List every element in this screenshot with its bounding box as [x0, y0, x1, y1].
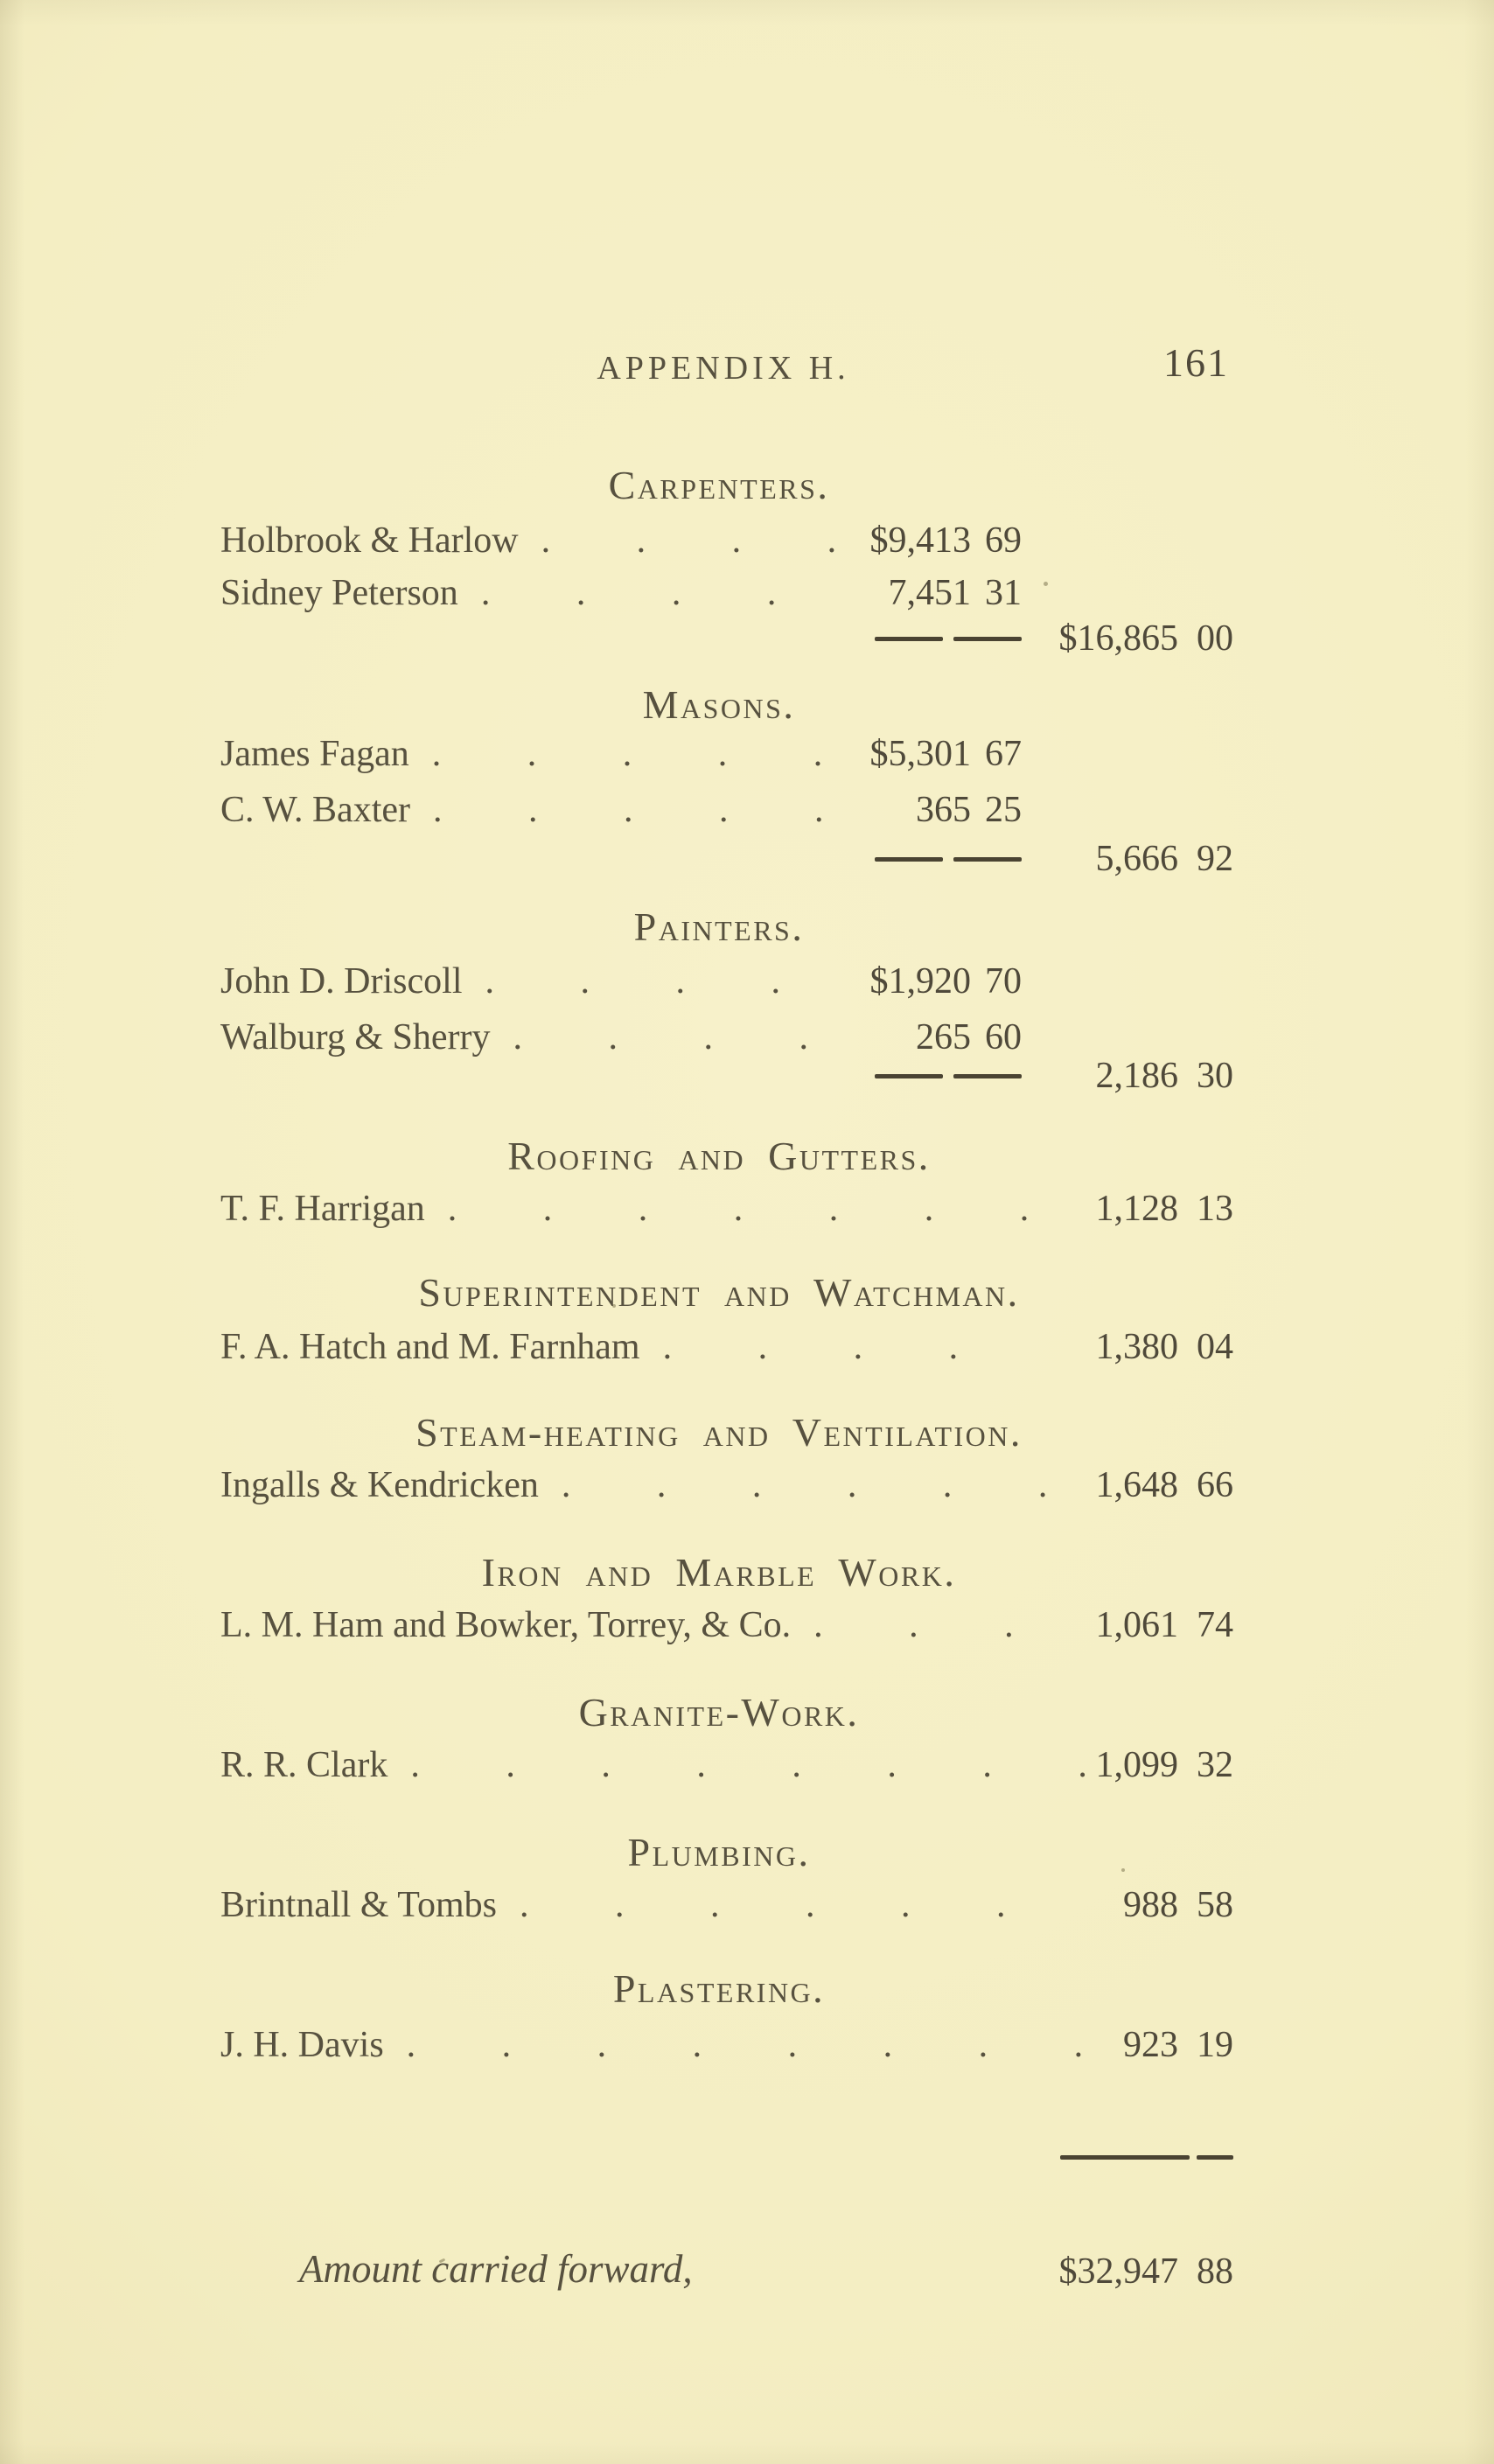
section-heading-painters: Painters. [633, 904, 805, 949]
subtotal-dollars: $16,865 [1058, 618, 1178, 659]
leader-dots: . . . . . [433, 790, 824, 830]
amount-cents: 70 [985, 961, 1022, 1002]
section-heading-iron-marble: Iron and Marble Work. [481, 1550, 957, 1595]
paper-speck [612, 1304, 616, 1308]
leader-dots: . . . . . . [561, 1465, 1048, 1505]
leader-dots: . . . . [480, 573, 777, 613]
carried-forward-label: Amount carried forward, [299, 2247, 693, 2291]
ledger-row [0, 1329, 1494, 1365]
section-heading-roofing: Roofing and Gutters. [507, 1134, 931, 1178]
amount-dollars: 1,099 [1095, 1745, 1178, 1785]
leader-dots: . . . . . . . . [406, 2025, 1084, 2065]
amount-dollars: 7,451 [888, 573, 971, 613]
amount-cents: 74 [1197, 1605, 1233, 1645]
subtotal-dollars: 5,666 [1095, 839, 1178, 879]
leader-dots: . . . . [662, 1327, 959, 1367]
ledger-row [0, 1190, 1494, 1227]
ledger-row [0, 1607, 1494, 1644]
section-heading-masons: Masons. [642, 682, 796, 727]
leader-dots: . . . [813, 1605, 1014, 1645]
ledger-row [0, 2027, 1494, 2063]
amount-cents: 32 [1197, 1745, 1233, 1785]
amount-cents: 58 [1197, 1885, 1233, 1925]
ledger-row [0, 1467, 1494, 1504]
payee-name: F. A. Hatch and M. Farnham [220, 1327, 640, 1367]
payee-name: Walburg & Sherry [220, 1017, 491, 1057]
leader-dots: . . . . [541, 520, 837, 561]
amount-cents: 67 [985, 734, 1022, 774]
payee-name: Ingalls & Kendricken [220, 1465, 539, 1505]
total-rule [1197, 2155, 1233, 2160]
subtotal-cents: 00 [1197, 618, 1233, 659]
amount-dollars: 923 [1123, 2025, 1178, 2065]
amount-dollars: $5,301 [869, 734, 971, 774]
paper-speck [1121, 1868, 1125, 1872]
amount-cents: 19 [1197, 2025, 1233, 2065]
amount-dollars: 1,061 [1095, 1605, 1178, 1645]
payee-name: J. H. Davis [220, 2025, 384, 2065]
ledger-row [0, 963, 1494, 1000]
carried-forward-row [0, 2247, 1494, 2292]
ledger-row [0, 1887, 1494, 1923]
payee-name: Brintnall & Tombs [220, 1885, 497, 1925]
payee-name: L. M. Ham and Bowker, Torrey, & Co. [220, 1605, 792, 1645]
amount-dollars: 1,128 [1095, 1189, 1178, 1229]
leader-dots: . . . . . [431, 734, 823, 774]
payee-name: R. R. Clark [220, 1745, 388, 1785]
amount-cents: 25 [985, 790, 1022, 830]
amount-dollars: 365 [916, 790, 971, 830]
amount-dollars: 1,380 [1095, 1327, 1178, 1367]
page-number: 161 [1163, 340, 1229, 385]
section-heading-carpenters: Carpenters. [608, 463, 830, 507]
amount-dollars: 1,648 [1095, 1465, 1178, 1505]
section-heading-plumbing: Plumbing. [627, 1830, 811, 1874]
payee-name: John D. Driscoll [220, 961, 463, 1002]
leader-dots: . . . . . . . [447, 1189, 1030, 1229]
amount-cents: 60 [985, 1017, 1022, 1057]
ledger-row [0, 1019, 1494, 1056]
subtotal-cents: 30 [1197, 1056, 1233, 1096]
section-heading-plastering: Plastering. [612, 1966, 826, 2011]
subtotal-cents: 92 [1197, 839, 1233, 879]
payee-name: C. W. Baxter [220, 790, 410, 830]
amount-cents: 66 [1197, 1465, 1233, 1505]
leader-dots: . . . . . . [519, 1885, 1006, 1925]
paper-speck [1044, 582, 1048, 586]
subtotal-rule [875, 637, 943, 641]
section-heading-steam-heating: Steam-heating and Ventilation. [415, 1410, 1023, 1455]
amount-dollars: 265 [916, 1017, 971, 1057]
section-heading-granite: Granite-Work. [578, 1690, 860, 1735]
running-head: APPENDIX H. [597, 350, 850, 387]
subtotal-dollars: 2,186 [1095, 1056, 1178, 1096]
amount-cents: 69 [985, 520, 1022, 561]
ledger-row [0, 575, 1494, 611]
ledger-row [0, 736, 1494, 772]
amount-cents: 13 [1197, 1189, 1233, 1229]
payee-name: James Fagan [220, 734, 409, 774]
payee-name: T. F. Harrigan [220, 1189, 425, 1229]
carried-forward-dollars: $32,947 [1058, 2251, 1178, 2292]
subtotal-rule [875, 857, 943, 862]
amount-dollars: 988 [1123, 1885, 1178, 1925]
total-rule [1060, 2155, 1190, 2160]
amount-cents: 31 [985, 573, 1022, 613]
leader-dots: . . . . . . . . [410, 1745, 1087, 1785]
amount-cents: 04 [1197, 1327, 1233, 1367]
amount-dollars: $1,920 [869, 961, 971, 1002]
ledger-row [0, 1747, 1494, 1783]
carried-forward-cents: 88 [1197, 2251, 1233, 2292]
leader-dots: . . . . [513, 1017, 808, 1057]
ledger-row [0, 522, 1494, 559]
payee-name: Sidney Peterson [220, 573, 458, 613]
leader-dots: . . . . [485, 961, 780, 1002]
amount-dollars: $9,413 [869, 520, 971, 561]
payee-name: Holbrook & Harlow [220, 520, 519, 561]
subtotal-rule [875, 1074, 943, 1078]
section-heading-superintendent: Superintendent and Watchman. [418, 1270, 1020, 1315]
ledger-row [0, 792, 1494, 828]
